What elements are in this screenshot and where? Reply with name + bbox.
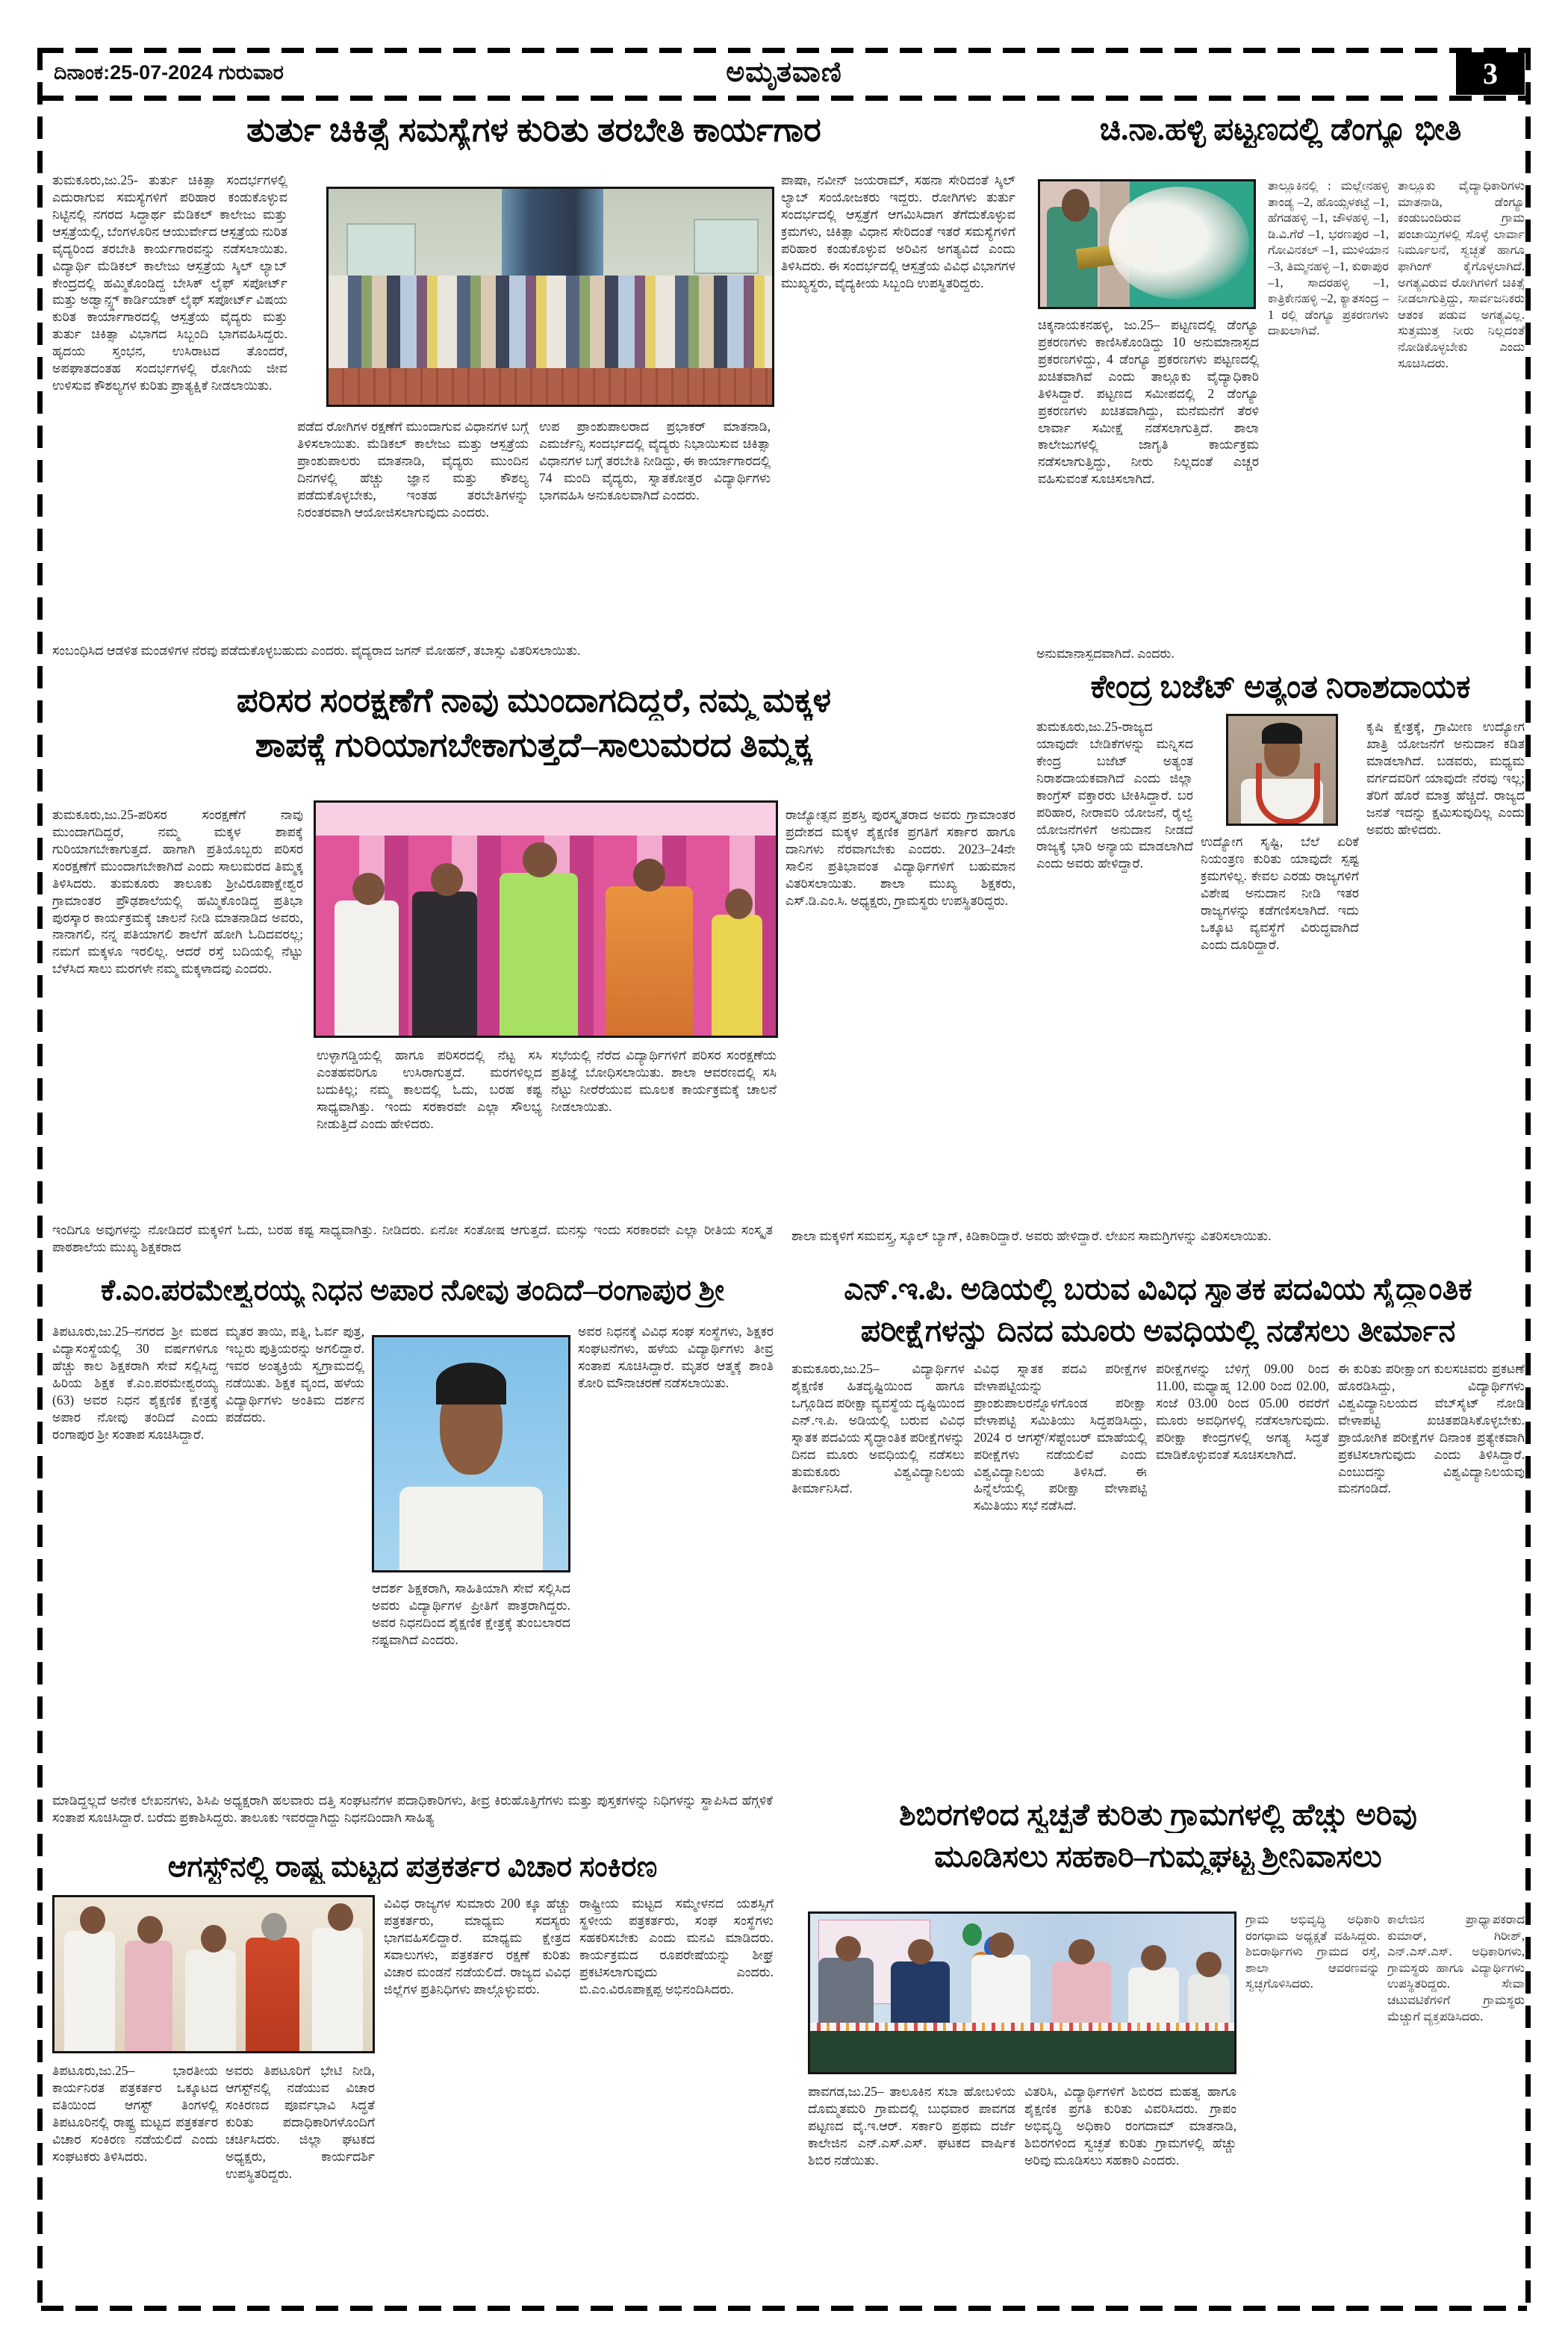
budget-speaker-photo — [1226, 714, 1338, 826]
photo-thimmakka-orange-saree — [606, 886, 693, 1036]
photo-honoree-head — [261, 1913, 287, 1941]
dengue-col-1: ಚಿಕ್ಕನಾಯಕನಹಳ್ಳಿ, ಜು.25– ಪಟ್ಟಣದಲ್ಲಿ ಡೆಂಗ್ಯೂ ಪ್ರಕರಣಗಳು ಕಾಣಿಸಿಕೊಂಡಿದ್ದು 10 ಅನುಮಾನಾಸ್ಪದ ಪ್ರಕರಣಗಳಿದ್ದು, 4 ಡೆಂಗ್ಯೂ ಪ್ರಕರಣಗಳು ಪಟ್ಟಣದಲ್ಲಿ ಖಚಿತವಾಗಿವೆ ಎಂದು ತಾಲ್ಲೂಕು ವೈದ್ಯಾಧಿಕಾರಿ ತಿಳಿಸಿದ್ದಾರೆ. ಪಟ್ಟಣದ ಸಮೀಪದಲ್ಲಿ 2 ಡೆಂಗ್ಯೂ ಪ್ರಕರಣಗಳು ಖಚಿತವಾಗಿದ್ದು, ಮನೆಮನೆಗೆ ತೆರಳಿ ಲಾರ್ವಾ ಸಮೀಕ್ಷೆ ನಡೆಸಲಾಗುತ್ತಿದೆ. ಶಾಲಾ ಕಾಲೇಜುಗಳಲ್ಲಿ ಜಾಗೃತಿ ಕಾರ್ಯಕ್ರಮ ನಡೆಸಲಾಗುತ್ತಿದ್ದು, ನೀರು ನಿಲ್ಲದಂತೆ ಎಚ್ಚರ ವಹಿಸುವಂತೆ ಸೂಚಿಸಲಾಗಿದೆ. — [1038, 317, 1259, 487]
photo-head-3 — [523, 842, 557, 877]
obituary-tail-text: ಮಾಡಿದ್ದಲ್ಲದೆ ಅನೇಕ ಲೇಖನಗಳು, ಶಿಸಿಪಿ ಅಧ್ಯಕ್ಷರಾಗಿ ಹಲವಾರು ದತ್ತಿ ಸಂಘಟನೆಗಳ ಪದಾಧಿಕಾರಿಗಳು, ತೀವ್ರ ಕಿರುಹೊತ್ತಿಗೆಗಳು ಮತ್ತು ಪುಸ್ತಕಗಳನ್ನು ನಿಧಿಗಳನ್ನು ಸ್ಥಾಪಿಸಿದ ಹೆಗ್ಗಳಿಕೆ ಸಂತಾಪ ಸೂಚಿಸಿದ್ದಾರೆ. ಬರೆದು ಪ್ರಕಾಶಿಸಿದ್ದರು. ತಾಲೂಕು ಇವರದ್ದಾಗಿದ್ದು ನಿಧನದಿಂದಾಗಿ ಸಾಹಿತ್ಯ — [52, 1793, 773, 1825]
camps-col-4: ಕಾಲೇಜಿನ ಪ್ರಾಧ್ಯಾಪಕರಾದ ಕುಮಾರ್, ಗಿರೀಶ್, ಎನ್.ಎಸ್.ಎಸ್. ಅಧಿಕಾರಿಗಳು, ಗ್ರಾಮಸ್ಥರು ಹಾಗೂ ವಿದ್ಯಾರ್ಥಿಗಳು ಉಪಸ್ಥಿತರಿದ್ದರು. ಸೇವಾ ಚಟುವಟಿಕೆಗಳಿಗೆ ಗ್ರಾಮಸ್ಥರು ಮೆಚ್ಚುಗೆ ವ್ಯಕ್ತಪಡಿಸಿದರು. — [1387, 1912, 1525, 2023]
budget-col-1: ತುಮಕೂರು,ಜು.25-ರಾಜ್ಯದ ಯಾವುದೇ ಬೇಡಿಕೆಗಳನ್ನು ಮನ್ನಿಸದ ಕೇಂದ್ರ ಬಜೆಟ್ ಅತ್ಯಂತ ನಿರಾಶದಾಯಕವಾಗಿದೆ ಎಂದು ಜಿಲ್ಲಾ ಕಾಂಗ್ರೆಸ್ ವಕ್ತಾರರು ಟೀಕಿಸಿದ್ದಾರೆ. ಬರ ಪರಿಹಾರ, ನೀರಾವರಿ ಯೋಜನೆ, ರೈಲ್ವೆ ಯೋಜನೆಗಳಿಗೆ ಅನುದಾನ ನೀಡದೆ ರಾಜ್ಯಕ್ಕೆ ಭಾರಿ ಅನ್ಯಾಯ ಮಾಡಲಾಗಿದೆ ಎಂದು ಅವರು ಹೇಳಿದ್ದಾರೆ. — [1036, 719, 1193, 871]
environment-headline-line1: ಪರಿಸರ ಸಂರಕ್ಷಣೆಗೆ ನಾವು ಮುಂದಾಗದಿದ್ದರೆ, ನಮ್ಮ ಮಕ್ಕಳ — [236, 682, 832, 719]
nep-tail-text: ಶಾಲಾ ಮಕ್ಕಳಿಗೆ ಸಮವಸ್ತ್ರ, ಸ್ಕೂಲ್ ಬ್ಯಾಗ್, ಕಿಡಿಕಾರಿದ್ದಾರೆ. ಅವರು ಹೇಳಿದ್ದಾರೆ. ಲೇಖನ ಸಾಮಗ್ರಿಗಳನ್ನು ವಿತರಿಸಲಾಯಿತು. — [791, 1228, 1272, 1243]
nep-col-2: ವಿವಿಧ ಸ್ನಾತಕ ಪದವಿ ಪರೀಕ್ಷೆಗಳ ವೇಳಾಪಟ್ಟಿಯನ್ನು ಪ್ರಾಂಶುಪಾಲರನ್ನೊಳಗೊಂಡ ಪರೀಕ್ಷಾ ವೇಳಾಪಟ್ಟಿ ಸಮಿತಿಯು ಸಿದ್ಧಪಡಿಸಿದ್ದು, 2024 ರ ಆಗಸ್ಟ್/ಸೆಪ್ಟೆಂಬರ್ ಮಾಹೆಯಲ್ಲಿ ಪರೀಕ್ಷೆಗಳು ನಡೆಯಲಿವೆ ಎಂದು ವಿಶ್ವವಿದ್ಯಾನಿಲಯ ತಿಳಿಸಿದೆ. ಈ ಹಿನ್ನೆಲೆಯಲ್ಲಿ ಪರೀಕ್ಷಾ ವೇಳಾಪಟ್ಟಿ ಸಮಿತಿಯು ಸಭೆ ನಡೆಸಿದೆ. — [974, 1361, 1147, 1513]
environment-tail-text: ಇಂದಿಗೂ ಅವುಗಳನ್ನು ನೋಡಿದರೆ ಮಕ್ಕಳಿಗೆ ಓದು, ಬರಹ ಕಷ್ಟ ಸಾಧ್ಯವಾಗಿತ್ತು. ನೀಡಿದರು. ಏನೋ ಸಂತೋಷ ಆಗುತ್ತದೆ. ಮನಸ್ಸು ಇಂದು ಸರಕಾರವೇ ಎಲ್ಲಾ ರೀತಿಯ ಸಂಸ್ಕೃತ ಪಾಠಶಾಲೆಯ ಮುಖ್ಯ ಶಿಕ್ಷಕರಾದ — [52, 1222, 773, 1254]
seminar-col-2: ಅವರು ತಿಪಟೂರಿಗೆ ಭೇಟಿ ನೀಡಿ, ಆಗಸ್ಟ್‌ನಲ್ಲಿ ನಡೆಯುವ ವಿಚಾರ ಸಂಕಿರಣದ ಪೂರ್ವಭಾವಿ ಸಿದ್ಧತೆ ಕುರಿತು ಪದಾಧಿಕಾರಿಗಳೊಂದಿಗೆ ಚರ್ಚಿಸಿದರು. ಜಿಲ್ಲಾ ಘಟಕದ ಅಧ್ಯಕ್ಷರು, ಕಾರ್ಯದರ್ಶಿ ಉಪಸ್ಥಿತರಿದ್ದರು. — [225, 2063, 375, 2181]
environment-col-2: ಉಳ್ಳಾಗಡ್ಡಿಯಲ್ಲಿ ಹಾಗೂ ಪರಿಸರದಲ್ಲಿ ನೆಟ್ಟ ಸಸಿ ಎಂತಹವರಿಗೂ ಉಸಿರಾಗುತ್ತದೆ. ಮರಗಳಿಲ್ಲದ ಬದುಕಿಲ್ಲ; ನಮ್ಮ ಕಾಲದಲ್ಲಿ ಓದು, ಬರಹ ಕಷ್ಟ ಸಾಧ್ಯವಾಗಿತ್ತು. ಇಂದು ಸರಕಾರವೇ ಎಲ್ಲಾ ಸೌಲಭ್ಯ ನೀಡುತ್ತಿದೆ ಎಂದು ಹೇಳಿದರು. — [317, 1048, 542, 1131]
photo-portrait-hair — [1262, 723, 1303, 744]
date-line: ದಿನಾಂಕ:25-07-2024 ಗುರುವಾರ — [54, 61, 284, 84]
camps-col-2: ವಿತರಿಸಿ, ವಿದ್ಯಾರ್ಥಿಗಳಿಗೆ ಶಿಬಿರದ ಮಹತ್ವ ಹಾಗೂ ಶೈಕ್ಷಣಿಕ ಪ್ರಗತಿ ಕುರಿತು ವಿವರಿಸಿದರು. ಗ್ರಾಪಂ ಅಭಿವೃದ್ಧಿ ಅಧಿಕಾರಿ ರಂಗದಾಮ್ ಮಾತನಾಡಿ, ಶಿಬಿರಗಳಿಂದ ಸ್ವಚ್ಛತೆ ಕುರಿತು ಗ್ರಾಮಗಳಲ್ಲಿ ಹೆಚ್ಚು ಅರಿವು ಮೂಡಿಸಲು ಸಹಕಾರಿ ಎಂದರು. — [1024, 2084, 1236, 2168]
pavagada-dais-photo — [808, 1911, 1236, 2074]
photo-man-b — [125, 1941, 172, 2051]
photo-dais-head-6 — [1196, 1952, 1222, 1977]
workshop-tail-text: ಸಂಬಂಧಿಸಿದ ಆಡಳಿತ ಮಂಡಳಿಗಳ ನೆರವು ಪಡೆದುಕೊಳ್ಳಬಹುದು ಎಂದರು. ವೈದ್ಯರಾದ ಜಗನ್ ಮೋಹನ್, ತಬಾಸ್ಸು ವಿತರಿಸಲಾಯಿತು. — [52, 643, 581, 658]
nep-col-1: ತುಮಕೂರು,ಜು.25– ವಿದ್ಯಾರ್ಥಿಗಳ ಶೈಕ್ಷಣಿಕ ಹಿತದೃಷ್ಟಿಯಿಂದ ಹಾಗೂ ಒಗ್ಗೂಡಿದ ಪರೀಕ್ಷಾ ವ್ಯವಸ್ಥೆಯ ದೃಷ್ಟಿಯಿಂದ ಎನ್.ಇ.ಪಿ. ಅಡಿಯಲ್ಲಿ ಬರುವ ವಿವಿಧ ಸ್ನಾತಕ ಪದವಿಯ ಸೈದ್ಧಾಂತಿಕ ಪರೀಕ್ಷೆಗಳನ್ನು ದಿನದ ಮೂರು ಅವಧಿಯಲ್ಲಿ ನಡೆಸಲು ತುಮಕೂರು ವಿಶ್ವವಿದ್ಯಾನಿಲಯ ತೀರ್ಮಾನಿಸಿದೆ. — [791, 1361, 965, 1496]
photo-garland — [1256, 763, 1319, 825]
seminar-headline: ಆಗಸ್ಟ್‌ನಲ್ಲಿ ರಾಷ್ಟ್ರ ಮಟ್ಟದ ಪತ್ರಕರ್ತರ ವಿಚಾರ ಸಂಕಿರಣ — [167, 1851, 658, 1883]
nep-headline-line1: ಎನ್.ಇ.ಪಿ. ಅಡಿಯಲ್ಲಿ ಬರುವ ವಿವಿಧ ಸ್ನಾತಕ ಪದವಿಯ ಸೈದ್ಧಾಂತಿಕ — [844, 1272, 1472, 1306]
header-bottom-dashed-rule — [41, 96, 1527, 101]
photo-crowd-band — [329, 276, 772, 370]
page-number: 3 — [1456, 52, 1525, 95]
dengue-col-2: ತಾಲ್ಲೂಕಿನಲ್ಲಿ : ಮಲ್ಲೇನಹಳ್ಳಿ ತಾಂಡ್ಯ –2, ಹೊಯ್ಸಳಕಟ್ಟೆ –1, ಹೆಗಡಹಳ್ಳಿ –1, ಚೌಳಹಳ್ಳಿ –1, ಡಿ.ವಿ.ಗೆರೆ –1, ಭರಣಪುರ –1, ಗೋವಿನಕಲ್ –1, ಮುಳಿಯಾನ –3, ತಿಮ್ಮನಹಳ್ಳಿ –1, ಕುಠಾಪುರ –1, ಸಾದರಹಳ್ಳಿ –1, ಕಾತ್ರಿಕೇನಹಳ್ಳಿ –2, ಕ್ಯಾತಸಂದ್ರ –1 ರಲ್ಲಿ ಡೆಂಗ್ಯೂ ಪ್ರಕರಣಗಳು ದಾಖಲಾಗಿವೆ. — [1268, 178, 1389, 338]
nep-col-3: ಪರೀಕ್ಷೆಗಳನ್ನು ಬೆಳಿಗ್ಗೆ 09.00 ರಿಂದ 11.00, ಮಧ್ಯಾಹ್ನ 12.00 ರಿಂದ 02.00, ಸಂಜೆ 03.00 ರಿಂದ 05.00 ರವರೆಗೆ ಮೂರು ಅವಧಿಗಳಲ್ಲಿ ನಡೆಸಲಾಗುವುದು. ಪರೀಕ್ಷಾ ಕೇಂದ್ರಗಳಲ್ಲಿ ಅಗತ್ಯ ಸಿದ್ಧತೆ ಮಾಡಿಕೊಳ್ಳುವಂತೆ ಸೂಚಿಸಲಾಗಿದೆ. — [1156, 1361, 1329, 1462]
workshop-col-2: ಪಡೆದ ರೋಗಿಗಳ ರಕ್ಷಣೆಗೆ ಮುಂದಾಗುವ ವಿಧಾನಗಳ ಬಗ್ಗೆ ತಿಳಿಸಲಾಯಿತು. ಮೆಡಿಕಲ್ ಕಾಲೇಜು ಮತ್ತು ಆಸ್ಪತ್ರೆಯ ಪ್ರಾಂಶುಪಾಲರು ಮಾತನಾಡಿ, ವೈದ್ಯರು ಮುಂದಿನ ದಿನಗಳಲ್ಲಿ ಹೆಚ್ಚು ಜ್ಞಾನ ಮತ್ತು ಕೌಶಲ್ಯ ಪಡೆದುಕೊಳ್ಳಬೇಕು, ಇಂತಹ ತರಬೇತಿಗಳನ್ನು ನಿರಂತರವಾಗಿ ಆಯೋಜಿಸಲಾಗುವುದು ಎಂದರು. — [297, 419, 529, 520]
photo-man-c — [185, 1950, 236, 2051]
photo-hair — [436, 1363, 506, 1404]
photo-head-c — [201, 1925, 226, 1953]
photo-man-a — [64, 1931, 115, 2051]
workshop-col-3: ಉಪ ಪ್ರಾಂಶುಪಾಲರಾದ ಪ್ರಭಾಕರ್ ಮಾತನಾಡಿ, ಎಮರ್ಜೆನ್ಸಿ ಸಂದರ್ಭದಲ್ಲಿ ವೈದ್ಯರು ನಿಭಾಯಿಸುವ ಚಿಕಿತ್ಸಾ ವಿಧಾನಗಳ ಬಗ್ಗೆ ತರಬೇತಿ ನೀಡಿದ್ದು, ಈ ಕಾರ್ಯಾಗಾರದಲ್ಲಿ 74 ಮಂದಿ ವೈದ್ಯರು, ಸ್ನಾತಕೋತ್ತರ ವಿದ್ಯಾರ್ಥಿಗಳು ಭಾಗವಹಿಸಿ ಅನುಕೂಲವಾಗಿದೆ ಎಂದರು. — [539, 419, 771, 503]
photo-head-5 — [725, 889, 753, 919]
workshop-group-photo — [326, 187, 774, 407]
dengue-headline: ಚಿ.ನಾ.ಹಳ್ಳಿ ಪಟ್ಟಣದಲ್ಲಿ ಡೆಂಗ್ಯೂ ಭೀತಿ — [1099, 113, 1462, 147]
camps-headline-line1: ಶಿಬಿರಗಳಿಂದ ಸ್ವಚ್ಛತೆ ಕುರಿತು ಗ್ರಾಮಗಳಲ್ಲಿ ಹೆಚ್ಚು ಅರಿವು — [899, 1797, 1417, 1832]
parameshwarayya-portrait-photo — [372, 1335, 570, 1572]
environment-col-3: ಸಭೆಯಲ್ಲಿ ನೆರೆದ ವಿದ್ಯಾರ್ಥಿಗಳಿಗೆ ಪರಿಸರ ಸಂರಕ್ಷಣೆಯ ಪ್ರತಿಜ್ಞೆ ಬೋಧಿಸಲಾಯಿತು. ಶಾಲಾ ಆವರಣದಲ್ಲಿ ಸಸಿ ನೆಟ್ಟು ನೀರೆರೆಯುವ ಮೂಲಕ ಕಾರ್ಯಕ್ರಮಕ್ಕೆ ಚಾಲನೆ ನೀಡಲಾಯಿತು. — [551, 1048, 777, 1114]
nep-headline-line2: ಪರೀಕ್ಷೆಗಳನ್ನು ದಿನದ ಮೂರು ಅವಧಿಯಲ್ಲಿ ನಡೆಸಲು ತೀರ್ಮಾನ — [860, 1313, 1456, 1348]
photo-honoree-shawl — [246, 1938, 299, 2051]
workshop-col-4: ಪಾಷಾ, ನವೀನ್ ಜಯರಾಮ್, ಸಹನಾ ಸೇರಿದಂತೆ ಸ್ಕಿಲ್ ಲ್ಯಾಬ್ ಸಂಯೋಜಕರು ಇದ್ದರು. ರೋಗಿಗಳು ತುರ್ತು ಸಂದರ್ಭದಲ್ಲಿ ಆಸ್ಪತ್ರೆಗೆ ಆಗಮಿಸಿದಾಗ ತೆಗೆದುಕೊಳ್ಳುವ ಕ್ರಮಗಳು, ಚಿಕಿತ್ಸಾ ವಿಧಾನ ಸೇರಿದಂತೆ ಇತರೆ ಸಮಸ್ಯೆಗಳಿಗೆ ಪರಿಹಾರ ಕಂಡುಕೊಳ್ಳುವ ಅರಿವಿನ ಅಗತ್ಯವಿದೆ ಎಂದು ತಿಳಿಸಿದರು. ಈ ಸಂದರ್ಭದಲ್ಲಿ ಆಸ್ಪತ್ರೆಯ ವಿವಿಧ ವಿಭಾಗಗಳ ಮುಖ್ಯಸ್ಥರು, ವೈದ್ಯಕೀಯ ಸಿಬ್ಬಂದಿ ಉಪಸ್ಥಿತರಿದ್ದರು. — [781, 172, 1015, 290]
dengue-tail-text: ಅನುಮಾನಾಸ್ಪದವಾಗಿದೆ. ಎಂದರು. — [1036, 646, 1175, 661]
nep-col-4: ಈ ಕುರಿತು ಪರೀಕ್ಷಾಂಗ ಕುಲಸಚಿವರು ಪ್ರಕಟಣೆ ಹೊರಡಿಸಿದ್ದು, ವಿದ್ಯಾರ್ಥಿಗಳು ವಿಶ್ವವಿದ್ಯಾನಿಲಯದ ವೆಬ್‌ಸೈಟ್ ನೋಡಿ ವೇಳಾಪಟ್ಟಿ ಖಚಿತಪಡಿಸಿಕೊಳ್ಳಬೇಕು. ಪ್ರಾಯೋಗಿಕ ಪರೀಕ್ಷೆಗಳ ದಿನಾಂಕ ಪ್ರತ್ಯೇಕವಾಗಿ ಪ್ರಕಟಿಸಲಾಗುವುದು ಎಂದು ತಿಳಿಸಿದ್ದಾರೆ. ಎಂಬುದನ್ನು ವಿಶ್ವವಿದ್ಯಾನಿಲಯವು ಮನಗಂಡಿದೆ. — [1338, 1361, 1525, 1496]
obituary-col-3: ಆದರ್ಶ ಶಿಕ್ಷಕರಾಗಿ, ಸಾಹಿತಿಯಾಗಿ ಸೇವೆ ಸಲ್ಲಿಸಿದ ಅವರು ವಿದ್ಯಾರ್ಥಿಗಳ ಪ್ರೀತಿಗೆ ಪಾತ್ರರಾಗಿದ್ದರು. ಅವರ ನಿಧನದಿಂದ ಶೈಕ್ಷಣಿಕ ಕ್ಷೇತ್ರಕ್ಕೆ ತುಂಬಲಾರದ ನಷ್ಟವಾಗಿದೆ ಎಂದರು. — [372, 1581, 570, 1647]
photo-thimmakka-head — [633, 859, 665, 892]
photo-window-right — [694, 219, 759, 273]
obituary-headline: ಕೆ.ಎಂ.ಪರಮೇಶ್ವರಯ್ಯ ನಿಧನ ಅಪಾರ ನೋವು ತಂದಿದೆ–ರಂಗಾಪುರ ಶ್ರೀ — [101, 1275, 724, 1307]
obituary-col-2: ಮೃತರ ತಾಯಿ, ಪತ್ನಿ, ಓರ್ವ ಪುತ್ರ, ಇಬ್ಬರು ಪುತ್ರಿಯರನ್ನು ಅಗಲಿದ್ದಾರೆ. ಇವರ ಅಂತ್ಯಕ್ರಿಯೆ ಸ್ವಗ್ರಾಮದಲ್ಲಿ ನಡೆಯಿತು. ಶಿಕ್ಷಕ ವೃಂದ, ಹಳೆಯ ವಿದ್ಯಾರ್ಥಿಗಳು ಅಂತಿಮ ದರ್ಶನ ಪಡೆದರು. — [225, 1324, 364, 1425]
seminar-col-4: ರಾಷ್ಟ್ರೀಯ ಮಟ್ಟದ ಸಮ್ಮೇಳನದ ಯಶಸ್ಸಿಗೆ ಸ್ಥಳೀಯ ಪತ್ರಕರ್ತರು, ಸಂಘ ಸಂಸ್ಥೆಗಳು ಸಹಕರಿಸಬೇಕು ಎಂದು ಮನವಿ ಮಾಡಿದರು. ಕಾರ್ಯಕ್ರಮದ ರೂಪರೇಷೆಯನ್ನು ಶೀಘ್ರ ಪ್ರಕಟಿಸಲಾಗುವುದು ಎಂದರು. ಬಿ.ಎಂ.ವಿರೂಪಾಕ್ಷಪ್ಪ ಅಭಿನಂದಿಸಿದರು. — [579, 1896, 774, 1997]
photo-man-black-coat — [412, 892, 476, 1036]
seminar-col-3: ವಿವಿಧ ರಾಜ್ಯಗಳ ಸುಮಾರು 200 ಕ್ಕೂ ಹೆಚ್ಚು ಪತ್ರಕರ್ತರು, ಮಾಧ್ಯಮ ಸದಸ್ಯರು ಭಾಗವಹಿಸಲಿದ್ದಾರೆ. ಮಾಧ್ಯಮ ಕ್ಷೇತ್ರದ ಸವಾಲುಗಳು, ಪತ್ರಕರ್ತರ ರಕ್ಷಣೆ ಕುರಿತು ವಿಚಾರ ಮಂಡನೆ ನಡೆಯಲಿದೆ. ರಾಜ್ಯದ ವಿವಿಧ ಜಿಲ್ಲೆಗಳ ಪ್ರತಿನಿಧಿಗಳು ಪಾಲ್ಗೊಳ್ಳುವರು. — [384, 1896, 570, 1997]
masthead: ಅಮೃತವಾಣಿ — [726, 57, 842, 88]
obituary-col-1: ತಿಪಟೂರು,ಜು.25–ನಗರದ ಶ್ರೀ ಮಠದ ವಿದ್ಯಾಸಂಸ್ಥೆಯಲ್ಲಿ 30 ವರ್ಷಗಳಿಗೂ ಹೆಚ್ಚು ಕಾಲ ಶಿಕ್ಷಕರಾಗಿ ಸೇವೆ ಸಲ್ಲಿಸಿದ್ದ ಹಿರಿಯ ಶಿಕ್ಷಕ ಕೆ.ಎಂ.ಪರಮೇಶ್ವರಯ್ಯ (63) ಅವರ ನಿಧನ ಶೈಕ್ಷಣಿಕ ಕ್ಷೇತ್ರಕ್ಕೆ ಅಪಾರ ನೋವು ತಂದಿದೆ ಎಂದು ರಂಗಾಪುರ ಶ್ರೀ ಸಂತಾಪ ಸೂಚಿಸಿದ್ದಾರೆ. — [52, 1324, 218, 1442]
photo-dais-table — [810, 2031, 1234, 2072]
dengue-fogging-photo — [1038, 179, 1256, 309]
obituary-col-4: ಅವರ ನಿಧನಕ್ಕೆ ವಿವಿಧ ಸಂಘ ಸಂಸ್ಥೆಗಳು, ಶಿಕ್ಷಕರ ಸಂಘಟನೆಗಳು, ಹಳೆಯ ವಿದ್ಯಾರ್ಥಿಗಳು ತೀವ್ರ ಸಂತಾಪ ಸೂಚಿಸಿದ್ದಾರೆ. ಮೃತರ ಆತ್ಮಕ್ಕೆ ಶಾಂತಿ ಕೋರಿ ಮೌನಾಚರಣೆ ನಡೆಸಲಾಯಿತು. — [578, 1324, 774, 1390]
seminar-col-1: ತಿಪಟೂರು,ಜು.25– ಭಾರತೀಯ ಕಾರ್ಯನಿರತ ಪತ್ರಕರ್ತರ ಒಕ್ಕೂಟದ ವತಿಯಿಂದ ಆಗಸ್ಟ್ ತಿಂಗಳಲ್ಲಿ ತಿಪಟೂರಿನಲ್ಲಿ ರಾಷ್ಟ್ರ ಮಟ್ಟದ ಪತ್ರಕರ್ತರ ವಿಚಾರ ಸಂಕಿರಣ ನಡೆಯಲಿದೆ ಎಂದು ಸಂಘಟಕರು ತಿಳಿಸಿದರು. — [52, 2063, 218, 2164]
photo-dais-head-1 — [836, 1936, 861, 1961]
budget-headline: ಕೇಂದ್ರ ಬಜೆಟ್ ಅತ್ಯಂತ ನಿರಾಶದಾಯಕ — [1090, 670, 1471, 705]
photo-man-e — [312, 1928, 363, 2051]
budget-col-3: ಕೃಷಿ ಕ್ಷೇತ್ರಕ್ಕೆ, ಗ್ರಾಮೀಣ ಉದ್ಯೋಗ ಖಾತ್ರಿ ಯೋಜನೆಗೆ ಅನುದಾನ ಕಡಿತ ಮಾಡಲಾಗಿದೆ. ಬಡವರು, ಮಧ್ಯಮ ವರ್ಗದವರಿಗೆ ಯಾವುದೇ ನೆರವು ಇಲ್ಲ; ತೆರಿಗೆ ಹೊರೆ ಮಾತ್ರ ಹೆಚ್ಚಿದೆ. ರಾಜ್ಯದ ಜನತೆ ಇದನ್ನು ಕ್ಷಮಿಸುವುದಿಲ್ಲ ಎಂದು ಅವರು ಹೇಳಿದರು. — [1366, 719, 1525, 837]
camps-headline-line2: ಮೂಡಿಸಲು ಸಹಕಾರಿ–ಗುಮ್ಮಘಟ್ಟ ಶ್ರೀನಿವಾಸಲು — [934, 1839, 1382, 1873]
environment-headline-line2: ಶಾಪಕ್ಕೆ ಗುರಿಯಾಗಬೇಕಾಗುತ್ತದೆ–ಸಾಲುಮರದ ತಿಮ್ಮಕ್ಕ — [255, 727, 813, 764]
felicitation-photo — [52, 1895, 375, 2053]
environment-col-1: ತುಮಕೂರು,ಜು.25-ಪರಿಸರ ಸಂರಕ್ಷಣೆಗೆ ನಾವು ಮುಂದಾಗದಿದ್ದರೆ, ನಮ್ಮ ಮಕ್ಕಳ ಶಾಪಕ್ಕೆ ಗುರಿಯಾಗಬೇಕಾಗುತ್ತದೆ. ಹಾಗಾಗಿ ಪ್ರತಿಯೊಬ್ಬರು ಪರಿಸರ ಸಂರಕ್ಷಣೆಗೆ ಮುಂದಾಗಬೇಕಾಗಿದೆ ಎಂದು ಸಾಲುಮರದ ತಿಮ್ಮಕ್ಕ ತಿಳಿಸಿದರು. ತುಮಕೂರು ತಾಲೂಕು ಶ್ರೀವಿರೂಪಾಕ್ಷೇಶ್ವರ ಗ್ರಾಮಾಂತರ ಪ್ರೌಢಶಾಲೆಯಲ್ಲಿ ಹಮ್ಮಿಕೊಂಡಿದ್ದ ಪ್ರತಿಭಾ ಪುರಸ್ಕಾರ ಕಾರ್ಯಕ್ರಮಕ್ಕೆ ಚಾಲನೆ ನೀಡಿ ಮಾತನಾಡಿದ ಅವರು, ನಾನಾಗಲಿ, ನನ್ನ ಪತಿಯಾಗಲಿ ಶಾಲೆಗೆ ಹೋಗಿ ಓದಿದವರಲ್ಲ; ನಮಗೆ ಮಕ್ಕಳೂ ಇರಲಿಲ್ಲ. ಆದರೆ ರಸ್ತೆ ಬದಿಯಲ್ಲಿ ನೆಟ್ಟು ಬೆಳೆಸಿದ ಸಾಲು ಮರಗಳೇ ನಮ್ಮ ಮಕ್ಕಳಾದವು ಎಂದರು. — [52, 807, 303, 977]
bottom-dashed-rule — [41, 2306, 1527, 2311]
right-dashed-rule — [1525, 48, 1531, 2311]
photo-brick-floor — [329, 368, 772, 405]
dengue-col-3: ತಾಲ್ಲೂಕು ವೈದ್ಯಾಧಿಕಾರಿಗಳು ಮಾತನಾಡಿ, ಡೆಂಗ್ಯೂ ಕಂಡುಬಂದಿರುವ ಗ್ರಾಮ ಪಂಚಾಯ್ತಿಗಳಲ್ಲಿ ಸೊಳ್ಳೆ ಲಾರ್ವಾ ನಿರ್ಮೂಲನೆ, ಸ್ವಚ್ಛತೆ ಹಾಗೂ ಫಾಗಿಂಗ್ ಕೈಗೊಳ್ಳಲಾಗಿದೆ. ಅಗತ್ಯವಿರುವ ರೋಗಿಗಳಿಗೆ ಚಿಕಿತ್ಸೆ ನೀಡಲಾಗುತ್ತಿದ್ದು, ಸಾರ್ವಜನಿಕರು ಆತಂಕ ಪಡುವ ಅಗತ್ಯವಿಲ್ಲ. ಸುತ್ತಮುತ್ತ ನೀರು ನಿಲ್ಲದಂತೆ ನೋಡಿಕೊಳ್ಳಬೇಕು ಎಂದು ಸೂಚಿಸಿದರು. — [1398, 178, 1525, 370]
photo-dais-head-2 — [908, 1939, 933, 1964]
photo-worker-head — [1062, 189, 1089, 222]
budget-col-2: ಉದ್ಯೋಗ ಸೃಷ್ಟಿ, ಬೆಲೆ ಏರಿಕೆ ನಿಯಂತ್ರಣ ಕುರಿತು ಯಾವುದೇ ಸ್ಪಷ್ಟ ಕ್ರಮಗಳಿಲ್ಲ. ಕೇವಲ ಎರಡು ರಾಜ್ಯಗಳಿಗೆ ವಿಶೇಷ ಅನುದಾನ ನೀಡಿ ಇತರ ರಾಜ್ಯಗಳನ್ನು ಕಡೆಗಣಿಸಲಾಗಿದೆ. ಇದು ಒಕ್ಕೂಟ ವ್ಯವಸ್ಥೆಗೆ ವಿರುದ್ಧವಾಗಿದೆ ಎಂದು ದೂರಿದ್ದಾರೆ. — [1201, 834, 1359, 952]
photo-head-b — [137, 1916, 163, 1944]
photo-man-white-shirt — [335, 900, 399, 1036]
workshop-headline: ತುರ್ತು ಚಿಕಿತ್ಸೆ ಸಮಸ್ಯೆಗಳ ಕುರಿತು ತರಬೇತಿ ಕಾರ್ಯಗಾರ — [246, 111, 821, 149]
photo-dais-head-3 — [989, 1932, 1014, 1958]
photo-window-left — [346, 223, 416, 278]
photo-man-yellow-shirt — [712, 915, 762, 1036]
camps-col-1: ಪಾವಗಡ,ಜು.25– ತಾಲೂಕಿನ ಸಬಾ ಹೋಬಳಿಯ ದೊಮ್ಮತಮರಿ ಗ್ರಾಮದಲ್ಲಿ ಬುಧವಾರ ಪಾವಗಡ ಪಟ್ಟಣದ ವೈ.ಇ.ಆರ್. ಸರ್ಕಾರಿ ಪ್ರಥಮ ದರ್ಜೆ ಕಾಲೇಜಿನ ಎನ್.ಎಸ್.ಎಸ್. ಘಟಕದ ವಾರ್ಷಿಕ ಶಿಬಿರ ನಡೆಯಿತು. — [808, 2084, 1015, 2168]
photo-fog-smoke — [1109, 187, 1250, 299]
workshop-col-1: ತುಮಕೂರು,ಜು.25- ತುರ್ತು ಚಿಕಿತ್ಸಾ ಸಂದರ್ಭಗಳಲ್ಲಿ ಎದುರಾಗುವ ಸಮಸ್ಯೆಗಳಿಗೆ ಪರಿಹಾರ ಕಂಡುಕೊಳ್ಳುವ ನಿಟ್ಟಿನಲ್ಲಿ ನಗರದ ಸಿದ್ಧಾರ್ಥ ಮೆಡಿಕಲ್ ಕಾಲೇಜು ಮತ್ತು ಆಸ್ಪತ್ರೆಯಲ್ಲಿ, ಬೆಂಗಳೂರಿನ ಆಯುರ್ವೇದ ಆಸ್ಪತ್ರೆಯ ನುರಿತ ವೈದ್ಯರಿಂದ ತರಬೇತಿ ಕಾರ್ಯಗಾರವನ್ನು ನಡೆಸಲಾಯಿತು. ವಿದ್ಯಾರ್ಥಿ ಮೆಡಿಕಲ್ ಕಾಲೇಜು ಆಸ್ಪತ್ರೆಯ ಸ್ಕಿಲ್ ಲ್ಯಾಬ್ ಕೇಂದ್ರದಲ್ಲಿ ಹಮ್ಮಿಕೊಂಡಿದ್ದ ಬೇಸಿಕ್ ಲೈಫ್ ಸಪೋರ್ಟ್ ಮತ್ತು ಅಡ್ವಾನ್ಸ್ಡ್ ಕಾರ್ಡಿಯಾಕ್ ಲೈಫ್ ಸಪೋರ್ಟ್ ವಿಷಯ ಕುರಿತ ಕಾರ್ಯಾಗಾರದಲ್ಲಿ ಆಸ್ಪತ್ರೆಯ ವೈದ್ಯರು ಮತ್ತು ತುರ್ತು ಚಿಕಿತ್ಸಾ ವಿಭಾಗದ ಸಿಬ್ಬಂದಿ ಭಾಗವಹಿಸಿದ್ದರು. ಹೃದಯ ಸ್ತಂಭನ, ಉಸಿರಾಟದ ತೊಂದರೆ, ಅಪಘಾತದಂತಹ ಸಂದರ್ಭಗಳಲ್ಲಿ ರೋಗಿಯ ಜೀವ ಉಳಿಸುವ ಕೌಶಲ್ಯಗಳ ಕುರಿತು ಪ್ರಾತ್ಯಕ್ಷಿಕೆ ನೀಡಲಾಯಿತು. — [52, 172, 287, 393]
photo-drape-valance — [316, 803, 776, 836]
top-dashed-rule — [41, 48, 1527, 53]
photo-head-2 — [431, 863, 463, 896]
photo-dais-head-4 — [1068, 1939, 1094, 1964]
left-dashed-rule — [37, 48, 43, 2311]
photo-man-green-shirt — [500, 873, 578, 1036]
photo-white-shirt — [399, 1487, 543, 1570]
environment-col-4: ರಾಜ್ಯೋತ್ಸವ ಪ್ರಶಸ್ತಿ ಪುರಸ್ಕೃತರಾದ ಅವರು ಗ್ರಾಮಾಂತರ ಪ್ರದೇಶದ ಮಕ್ಕಳ ಶೈಕ್ಷಣಿಕ ಪ್ರಗತಿಗೆ ಸರ್ಕಾರ ಹಾಗೂ ದಾನಿಗಳು ನೆರವಾಗಬೇಕು ಎಂದರು. 2023–24ನೇ ಸಾಲಿನ ಪ್ರತಿಭಾವಂತ ವಿದ್ಯಾರ್ಥಿಗಳಿಗೆ ಬಹುಮಾನ ವಿತರಿಸಲಾಯಿತು. ಶಾಲಾ ಮುಖ್ಯ ಶಿಕ್ಷಕರು, ಎಸ್.ಡಿ.ಎಂ.ಸಿ. ಅಧ್ಯಕ್ಷರು, ಗ್ರಾಮಸ್ಥರು ಉಪಸ್ಥಿತರಿದ್ದರು. — [785, 807, 1015, 908]
camps-col-3: ಗ್ರಾಮ ಅಭಿವೃದ್ಧಿ ಅಧಿಕಾರಿ ರಂಗಧಾಮ ಅಧ್ಯಕ್ಷತೆ ವಹಿಸಿದ್ದರು. ಶಿಬಿರಾರ್ಥಿಗಳು ಗ್ರಾಮದ ರಸ್ತೆ, ಶಾಲಾ ಆವರಣವನ್ನು ಸ್ವಚ್ಛಗೊಳಿಸಿದರು. — [1245, 1912, 1380, 1991]
thimmakka-event-photo — [314, 800, 778, 1038]
